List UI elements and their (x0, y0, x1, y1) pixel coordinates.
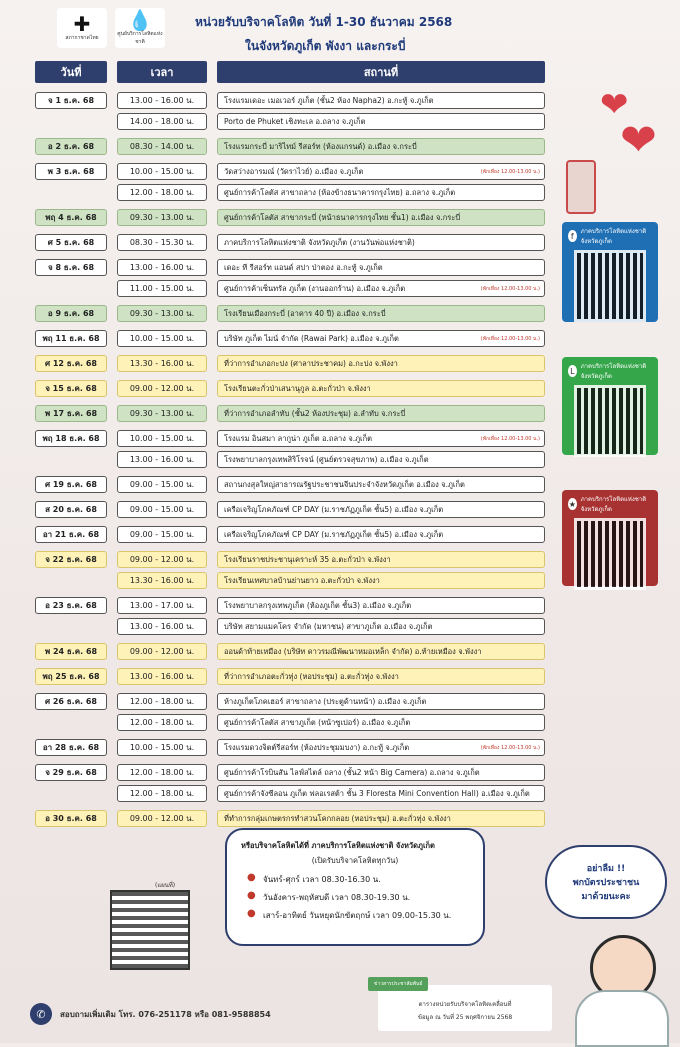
line-qr-code[interactable] (574, 385, 646, 457)
row-place (217, 305, 545, 322)
row-date: อา 28 ธ.ค. 68 (35, 739, 107, 756)
row-place-text: โรงเรียนตะกั่วป่าเสนานุกูล อ.ตะกั่วป่า จ.พังงา (224, 383, 371, 393)
row-date: อ 30 ธ.ค. 68 (35, 810, 107, 827)
row-place (217, 764, 545, 781)
row-place-text: โรงเรียนเทศบาลบ้านย่านยาว อ.ตะกั่วป่า จ.พังงา (224, 575, 380, 585)
row-date: อ 23 ธ.ค. 68 (35, 597, 107, 614)
row-time: 13.30 - 16.00 น. (117, 572, 207, 589)
row-place (217, 163, 545, 180)
row-date: ส 20 ธ.ค. 68 (35, 501, 107, 518)
row-place (217, 551, 545, 568)
header-time: เวลา (117, 61, 207, 83)
row-time: 08.30 - 14.00 น. (117, 138, 207, 155)
row-break-note: (พักเที่ยง 12.00-13.00 น.) (480, 335, 540, 342)
row-date: พฤ 4 ธ.ค. 68 (35, 209, 107, 226)
red-cross-icon: ✚ (73, 12, 91, 36)
row-place-text: โรงแรมดวงจิตต์รีสอร์ท (ห้องประชุมมบงา) อ.กะทู้ จ.ภูเก็ต (224, 742, 410, 752)
row-place (217, 451, 545, 468)
blood-bag-icon (566, 160, 596, 214)
row-place (217, 138, 545, 155)
row-place-text: บริษัท สยามแมคโคร จำกัด (มหาชน) สาขาภูเก็ต อ.เมือง จ.ภูเก็ต (224, 621, 433, 631)
row-time: 13.00 - 16.00 น. (117, 92, 207, 109)
row-place (217, 668, 545, 685)
row-place (217, 92, 545, 109)
row-date: จ 15 ธ.ค. 68 (35, 380, 107, 397)
row-place-text: สถานกงสุลใหญ่สาธารณรัฐประชาชนจีนประจำจังหวัดภูเก็ต อ.เมือง จ.ภูเก็ต (224, 479, 465, 489)
footer (30, 1003, 271, 1025)
credit-line2: ข้อมูล ณ วันที่ 25 พฤศจิกายน 2568 (417, 1014, 513, 1021)
heart-icon: ❤ (600, 85, 629, 125)
blood-drop-icon: 💧 (127, 8, 153, 32)
row-time: 12.00 - 18.00 น. (117, 714, 207, 731)
row-time: 09.00 - 12.00 น. (117, 380, 207, 397)
row-date: พ 17 ธ.ค. 68 (35, 405, 107, 422)
row-place (217, 476, 545, 493)
row-place (217, 739, 545, 756)
row-place (217, 785, 545, 802)
line-icon: L (568, 365, 577, 377)
blood-center-logo (115, 8, 165, 48)
row-date: ศ 26 ธ.ค. 68 (35, 693, 107, 710)
credit-box (374, 981, 552, 1031)
row-place-text: โรงแรมกระบี่ มาริไทม์ รีสอร์ท (ห้องแกรนด์) อ.เมือง จ.กระบี่ (224, 141, 417, 151)
row-time: 09.00 - 15.00 น. (117, 476, 207, 493)
blood-center-caption: ศูนย์บริการโลหิตแห่งชาติ (117, 31, 163, 45)
row-time: 10.00 - 15.00 น. (117, 430, 207, 447)
facebook-qr-panel[interactable] (562, 222, 658, 322)
row-time: 09.00 - 12.00 น. (117, 643, 207, 660)
red-cross-caption: สภากาชาดไทย (65, 35, 99, 41)
facebook-qr-label: ภาคบริการโลหิตแห่งชาติ จังหวัดภูเก็ต (580, 228, 647, 245)
row-time: 10.00 - 15.00 น. (117, 739, 207, 756)
row-place-text: เครือเจริญโภคภัณฑ์ CP DAY (ม.ราชภัฏภูเก็ต ชั้น5) อ.เมือง จ.ภูเก็ต (224, 529, 444, 539)
row-break-note: (พักเที่ยง 12.00-13.00 น.) (480, 285, 540, 292)
row-date: จ 29 ธ.ค. 68 (35, 764, 107, 781)
row-place (217, 693, 545, 710)
credit-tag: ข่าวสารประชาสัมพันธ์ (368, 977, 428, 991)
bubble-hours-extended: วันอังคาร-พฤหัสบดี เวลา 08.30-19.30 น. (263, 893, 411, 902)
row-date: ศ 5 ธ.ค. 68 (35, 234, 107, 251)
row-place (217, 280, 545, 297)
row-place (217, 810, 545, 827)
row-time: 09.00 - 15.00 น. (117, 526, 207, 543)
facebook-qr-code[interactable] (574, 250, 646, 322)
row-time: 09.30 - 13.00 น. (117, 305, 207, 322)
row-place (217, 405, 545, 422)
heart-icon: ❤ (620, 115, 657, 166)
map-label: (แผนที่) (155, 882, 176, 889)
row-place-text: ภาคบริการโลหิตแห่งชาติ จังหวัดภูเก็ต (งานวันพ่อแห่งชาติ) (224, 237, 415, 247)
row-break-note: (พักเที่ยง 12.00-13.00 น.) (480, 168, 540, 175)
header-date: วันที่ (35, 61, 107, 83)
row-time: 13.30 - 16.00 น. (117, 355, 207, 372)
row-time: 10.00 - 15.00 น. (117, 163, 207, 180)
phone-icon: ✆ (30, 1003, 52, 1025)
row-place-text: ศูนย์การค้าโลตัส สาขาภูเก็ต (หน้าซูเปอร์) อ.เมือง จ.ภูเก็ต (224, 717, 411, 727)
row-place-text: โรงพยาบาลกรุงเทพภูเก็ต (ห้องภูเก็ต ชั้น3) อ.เมือง จ.ภูเก็ต (224, 600, 412, 610)
row-time: 09.00 - 12.00 น. (117, 810, 207, 827)
row-place-text: วัดสว่างอารมณ์ (วัดราไวย์) อ.เมือง จ.ภูเก็ต (224, 166, 364, 176)
row-date: จ 1 ธ.ค. 68 (35, 92, 107, 109)
row-place-text: ศูนย์การค้าโรบินสัน ไลฟ์สไตล์ ถลาง (ชั้น2 หน้า Big Camera) อ.ถลาง จ.ภูเก็ต (224, 767, 480, 777)
row-time: 09.00 - 15.00 น. (117, 501, 207, 518)
nurse-body (575, 990, 669, 1047)
red-cross-logo (57, 8, 107, 48)
row-place (217, 355, 545, 372)
line-qr-panel[interactable] (562, 357, 658, 455)
row-time: 12.00 - 18.00 น. (117, 785, 207, 802)
row-break-note: (พักเที่ยง 12.00-13.00 น.) (480, 744, 540, 751)
blood-drop-icon: ● (247, 872, 256, 883)
website-qr-panel[interactable] (562, 490, 658, 586)
row-place-text: โรงเรียนเมืองกระบี่ (อาคาร 40 ปี) อ.เมือง จ.กระบี่ (224, 308, 386, 318)
contact-phone[interactable]: สอบถามเพิ่มเติม โทร. 076-251178 หรือ 081-9588854 (60, 1009, 271, 1019)
row-time: 13.00 - 16.00 น. (117, 668, 207, 685)
bubble-hours-weekday: จันทร์-ศุกร์ เวลา 08.30-16.30 น. (263, 875, 381, 884)
reminder-cloud (545, 845, 667, 919)
row-date: พ 3 ธ.ค. 68 (35, 163, 107, 180)
row-place (217, 643, 545, 660)
row-place-text: ที่ว่าการอำเภอกะปง (ศาลาประชาคม) อ.กะปง จ.พังงา (224, 358, 398, 368)
row-date: พฤ 18 ธ.ค. 68 (35, 430, 107, 447)
website-qr-code[interactable] (574, 518, 646, 590)
row-time: 08.30 - 15.30 น. (117, 234, 207, 251)
row-place-text: ออนด้าท้ายเหมือง (บริษัท ดาวรมณีพัฒนาหมอเหล็ก จำกัด) อ.ท้ายเหมือง จ.พังงา (224, 646, 482, 656)
bubble-hours-weekend: เสาร์-อาทิตย์ วันหยุดนักขัตฤกษ์ เวลา 09.00-15.30 น. (263, 911, 452, 920)
row-place-text: ที่ว่าการอำเภอลำทับ (ชั้น2 ห้องประชุม) อ.ลำทับ จ.กระบี่ (224, 408, 406, 418)
header-place: สถานที่ (217, 61, 545, 83)
row-time: 12.00 - 18.00 น. (117, 184, 207, 201)
row-place-text: ศูนย์การค้าโลตัส สาขากระบี่ (หน้าธนาคารกรุงไทย ชั้น1) อ.เมือง จ.กระบี่ (224, 212, 461, 222)
row-date: อา 21 ธ.ค. 68 (35, 526, 107, 543)
reminder-line3: มาด้วยนะคะ (581, 892, 631, 902)
facebook-icon: f (568, 230, 577, 242)
row-place-text: ที่ว่าการอำเภอตะกั่วทุ่ง (หอประชุม) อ.ตะกั่วทุ่ง จ.พังงา (224, 671, 399, 681)
row-place (217, 259, 545, 276)
row-time: 13.00 - 16.00 น. (117, 451, 207, 468)
row-time: 12.00 - 18.00 น. (117, 764, 207, 781)
row-place (217, 209, 545, 226)
line-qr-label: ภาคบริการโลหิตแห่งชาติ จังหวัดภูเก็ต (580, 363, 647, 380)
row-place (217, 330, 545, 347)
row-date: พ 24 ธ.ค. 68 (35, 643, 107, 660)
row-place (217, 184, 545, 201)
row-place-text: ศูนย์การค้าจังซีลอน ภูเก็ต ฟลอเรสต้า ชั้น 3 Floresta Mini Convention Hall) อ.เมือง จ.ภูเก็ต (224, 788, 530, 798)
row-place (217, 714, 545, 731)
row-place (217, 618, 545, 635)
row-place-text: เดอะ ที รีสอร์ท แอนด์ สปา ป่าตอง อ.กะทู้ จ.ภูเก็ต (224, 262, 383, 272)
row-date: ศ 19 ธ.ค. 68 (35, 476, 107, 493)
website-icon: ★ (568, 499, 576, 509)
row-time: 13.00 - 17.00 น. (117, 597, 207, 614)
row-date: พฤ 25 ธ.ค. 68 (35, 668, 107, 685)
row-time: 13.00 - 16.00 น. (117, 259, 207, 276)
poster-title: หน่วยรับบริจาคโลหิต วันที่ 1-30 ธันวาคม 2568 (195, 15, 453, 29)
row-time: 09.30 - 13.00 น. (117, 405, 207, 422)
row-date: จ 8 ธ.ค. 68 (35, 259, 107, 276)
reminder-line1: อย่าลืม !! (586, 864, 626, 874)
row-place-text: โรงแรม อินสมา ลากูน่า ภูเก็ต อ.ถลาง จ.ภูเก็ต (224, 433, 373, 443)
bubble-heading: หรือบริจาคโลหิตได้ที่ ภาคบริการโลหิตแห่งชาติ จังหวัดภูเก็ต (241, 841, 435, 850)
reminder-line2: พกบัตรประชาชน (572, 878, 640, 888)
row-time: 11.00 - 15.00 น. (117, 280, 207, 297)
row-date: อ 9 ธ.ค. 68 (35, 305, 107, 322)
row-date: พฤ 11 ธ.ค. 68 (35, 330, 107, 347)
blood-drop-icon: ● (247, 908, 256, 919)
row-place-text: เครือเจริญโภคภัณฑ์ CP DAY (ม.ราชภัฏภูเก็ต ชั้น5) อ.เมือง จ.ภูเก็ต (224, 504, 444, 514)
row-time: 09.00 - 12.00 น. (117, 551, 207, 568)
blood-drop-icon: ● (247, 890, 256, 901)
row-place (217, 597, 545, 614)
row-date: อ 2 ธ.ค. 68 (35, 138, 107, 155)
row-place-text: ที่ทำการกลุ่มเกษตรกรทำสวนโคกกลอย (หอประชุม) อ.ตะกั่วทุ่ง จ.พังงา (224, 813, 451, 823)
row-place-text: Porto de Phuket เชิงทะเล อ.ถลาง จ.ภูเก็ต (224, 116, 366, 126)
credit-line1: ตารางหน่วยรับบริจาคโลหิตเคลื่อนที่ (418, 1001, 512, 1008)
row-place-text: ศูนย์การค้าเซ็นทรัล ภูเก็ต (งานออกร้าน) อ.เมือง จ.ภูเก็ต (224, 283, 406, 293)
map-qr-code[interactable] (110, 890, 190, 970)
info-bubble (225, 828, 485, 946)
row-place (217, 572, 545, 589)
row-time: 09.30 - 13.00 น. (117, 209, 207, 226)
bubble-sub: (เปิดรับบริจาคโลหิตทุกวัน) (311, 856, 399, 865)
row-place-text: โรงเรียนราชประชานุเคราะห์ 35 อ.ตะกั่วป่า จ.พังงา (224, 554, 391, 564)
row-place-text: โรงพยาบาลกรุงเทพสิริโรจน์ (ศูนย์ตรวจสุขภาพ) อ.เมือง จ.ภูเก็ต (224, 454, 429, 464)
row-place-text: ห้างภูเก็ตโภคเฮอร์ สาขาถลาง (ประตูด้านหน้า) อ.เมือง จ.ภูเก็ต (224, 696, 427, 706)
row-place-text: ศูนย์การค้าโลตัส สาขาถลาง (ห้องข้างธนาคารกรุงไทย) อ.ถลาง จ.ภูเก็ต (224, 187, 456, 197)
row-time: 12.00 - 18.00 น. (117, 693, 207, 710)
poster-subtitle: ในจังหวัดภูเก็ต พังงา และกระบี่ (245, 39, 406, 53)
row-break-note: (พักเที่ยง 12.00-13.00 น.) (480, 435, 540, 442)
row-date: ศ 12 ธ.ค. 68 (35, 355, 107, 372)
row-date: จ 22 ธ.ค. 68 (35, 551, 107, 568)
row-place (217, 113, 545, 130)
row-place-text: โรงแรมเดอะ เมอเวอร์ ภูเก็ต (ชั้น2 ห้อง Napha2) อ.กะทู้ จ.ภูเก็ต (224, 95, 434, 105)
row-place (217, 501, 545, 518)
row-place (217, 526, 545, 543)
row-time: 13.00 - 16.00 น. (117, 618, 207, 635)
row-place (217, 380, 545, 397)
row-time: 14.00 - 18.00 น. (117, 113, 207, 130)
row-time: 10.00 - 15.00 น. (117, 330, 207, 347)
row-place (217, 234, 545, 251)
row-place-text: บริษัท ภูเก็ต ไมน์ จำกัด (Rawai Park) อ.เมือง จ.ภูเก็ต (224, 333, 399, 343)
row-place (217, 430, 545, 447)
website-qr-label: ภาคบริการโลหิตแห่งชาติ จังหวัดภูเก็ต (580, 496, 647, 513)
